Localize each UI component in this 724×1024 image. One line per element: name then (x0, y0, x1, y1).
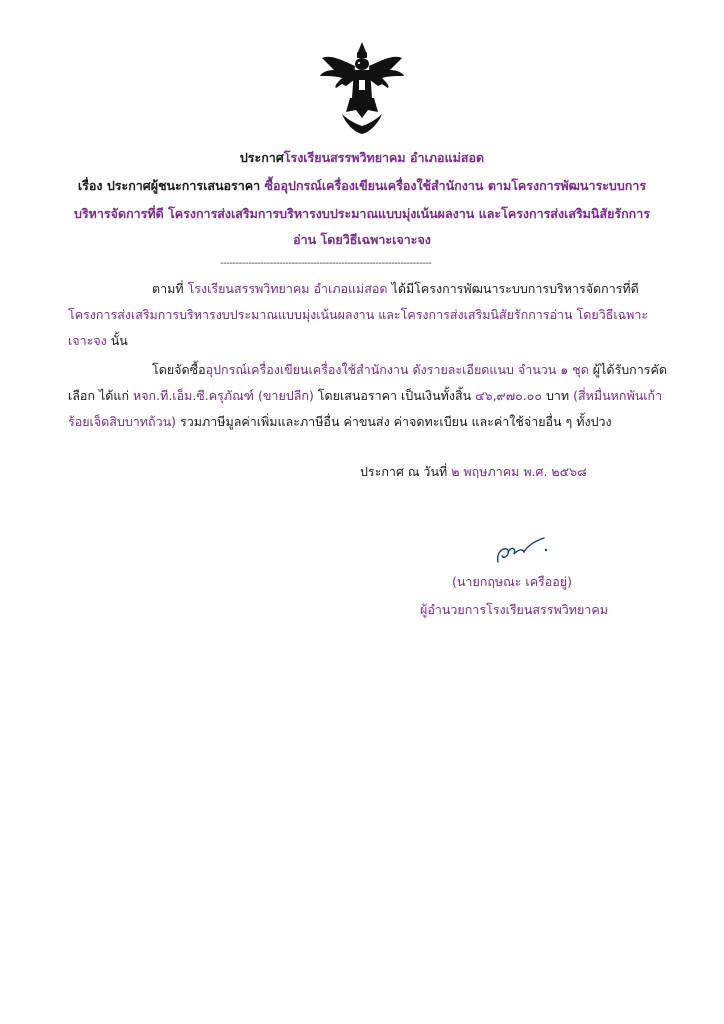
paragraph-1-line-3: เจาะจง นั้น (68, 333, 128, 348)
issuer-school: โรงเรียนสรรพวิทยาคม อำเภอแม่สอด (283, 150, 485, 165)
announcement-date: ประกาศ ณ วันที่ ๒ พฤษภาคม พ.ศ. ๒๕๖๘ (360, 464, 587, 479)
signatory-position: ผู้อำนวยการโรงเรียนสรรพวิทยาคม (420, 602, 608, 617)
subject-line-3: อ่าน โดยวิธีเฉพาะเจาะจง (293, 232, 431, 247)
subject-text-1: ซื้ออุปกรณ์เครื่องเขียนเครื่องใช้สำนักงาน ตามโครงการพัฒนาระบบการ (264, 178, 647, 193)
paragraph-2-line-2: เลือก ได้แก่ หจก.ที.เอ็ม.ซี.ครุภัณฑ์ (ขายปลีก) โดยเสนอราคา เป็นเงินทั้งสิ้น ๔๖,๙๗๐.๐๐ บาท (สี่หมื่นหกพันเก้า (68, 388, 663, 403)
announcement-heading (60, 148, 664, 168)
paragraph-2-line-1: โดยจัดซื้ออุปกรณ์เครื่องเขียนเครื่องใช้สำนักงาน ดังรายละเอียดแนบ จำนวน ๑ ชุด ผู้ได้รับการคัด (152, 362, 667, 377)
handwritten-signature (490, 532, 550, 572)
subject-line-1 (60, 176, 664, 196)
paragraph-1-line-1: ตามที่ โรงเรียนสรรพวิทยาคม อำเภอแม่สอด ได้มีโครงการพัฒนาระบบการบริหารจัดการที่ดี (152, 281, 639, 296)
paragraph-2-line-3: ร้อยเจ็ดสิบบาทถ้วน) รวมภาษีมูลค่าเพิ่มและภาษีอื่น ค่าขนส่ง ค่าจดทะเบียน และค่าใช้จ่ายอื่น ๆ ทั้งปวง (68, 414, 612, 429)
issuer-prefix: ประกาศ (239, 150, 284, 165)
divider-line: -------------------------------------------------------------------- (220, 258, 432, 269)
signatory-name: (นายกฤษณะ เครืออยู่) (452, 574, 572, 589)
garuda-emblem-icon (312, 40, 412, 140)
subject-prefix: เรื่อง ประกาศผู้ชนะการเสนอราคา (77, 178, 265, 193)
paragraph-1-line-2: โครงการส่งเสริมการบริหารงบประมาณแบบมุ่งเน้นผลงาน และโครงการส่งเสริมนิสัยรักการอ่าน โดยวิธีเฉพาะ (68, 307, 649, 322)
subject-line-2: บริหารจัดการที่ดี โครงการส่งเสริมการบริหารงบประมาณแบบมุ่งเน้นผลงาน และโครงการส่งเสริมนิสัยรักการ (74, 206, 650, 221)
